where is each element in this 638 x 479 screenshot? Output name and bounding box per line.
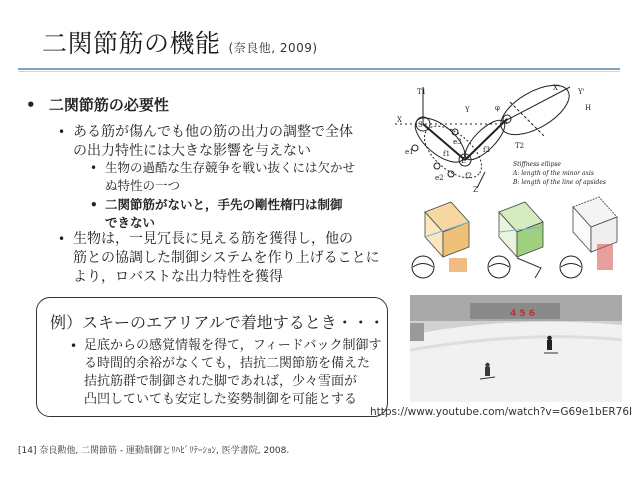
title-citation: (奈良他, 2009) (228, 41, 318, 55)
bullet-dot: • (58, 232, 66, 246)
label-e3: e3 (453, 138, 462, 146)
snow-slope (410, 322, 622, 402)
label-phi: φ (495, 104, 500, 112)
bullet-level3 (92, 159, 355, 195)
label-yp: Y' (578, 88, 585, 96)
label-t2: T2 (515, 142, 525, 150)
bullet-text: 二関節筋の必要性 (48, 96, 169, 114)
bullet-level3-bold (92, 196, 343, 232)
example-line: 凸凹していても安定した姿勢制御を可能とする (84, 392, 358, 407)
muscle-node (434, 163, 440, 169)
label-xp: X' (553, 84, 560, 92)
title-rule-shadow (18, 71, 620, 72)
label-f2: f2 (465, 172, 473, 180)
bullet-level2 (60, 230, 380, 287)
bullet-line: 生物は，一見冗長に見える筋を獲得し，他の (73, 231, 353, 247)
label-y: Y (465, 106, 470, 114)
bullet-line: 二関節筋がないと，手先の剛性楕円は制御 (105, 197, 343, 212)
legend-line1: A: length of the minor axis (513, 170, 594, 177)
ellipse-axis (503, 87, 570, 122)
robot-green (488, 202, 543, 278)
label-x: X (397, 116, 402, 124)
bullet-dot: • (90, 161, 98, 175)
ellipse-minor-axis (510, 102, 545, 137)
label-f1: f1 (443, 150, 451, 158)
label-f3: f3 (483, 146, 491, 154)
bullet-level1 (26, 95, 169, 115)
robot-orange (412, 202, 469, 278)
bullet-dot: • (70, 339, 78, 353)
muscle-node (448, 171, 454, 177)
example-line: る時間的余裕がなくても，拮抗二関節筋を備えた (84, 356, 371, 371)
label-z: Z (473, 186, 478, 194)
stiffness-ellipse (493, 82, 577, 145)
bullet-line: ある筋が傷んでも他の筋の出力の調整で全体 (73, 124, 353, 140)
bullet-dot: • (26, 96, 36, 114)
example-title: 例）スキーのエアリアルで着地するとき・・・ (50, 313, 385, 332)
bullet-dot: • (90, 198, 98, 212)
bullet-line: の出力特性には大きな影響を与えない (73, 143, 311, 159)
bullet-line: ぬ特性の一つ (105, 178, 181, 193)
stiffness-diagram (395, 82, 635, 292)
label-e2: e2 (435, 174, 444, 182)
label-e: E (461, 157, 467, 165)
title-rule (18, 68, 620, 70)
bullet-line: 筋との協調した制御システムを作り上げることに (73, 250, 380, 266)
example-line: 拮抗筋群で制御された脚であれば，少々雪面が (84, 374, 358, 389)
bullet-line: できない (105, 215, 156, 230)
title-text: 二関節筋の機能 (42, 29, 221, 58)
robot-white (560, 197, 617, 278)
slide-title (42, 24, 318, 60)
reference-footer: [14] 奈良勲他, 二関節筋 - 運動制御とﾘﾊﾋﾞﾘﾃｰｼｮﾝ, 医学書院, 2008. (18, 446, 290, 456)
video-url[interactable]: https://www.youtube.com/watch?v=G69e1bER76I (370, 406, 633, 418)
legend-title: Stiffness ellipse (513, 161, 561, 168)
bullet-dot: • (58, 125, 66, 139)
bullet-level2 (60, 123, 353, 161)
label-e1: e1 (405, 148, 414, 156)
example-body (70, 337, 382, 409)
example-line: 足底からの感覚情報を得て，フィードバック制御す (84, 338, 382, 353)
label-t1: T1 (417, 88, 427, 96)
label-s: S (418, 121, 423, 129)
legend-line2: B: length of the line of apsides (513, 179, 606, 186)
bullet-line: より，ロバストな出力特性を獲得 (73, 269, 283, 285)
ski-photo (410, 295, 622, 402)
bullet-line: 生物の過酷な生存競争を戦い抜くには欠かせ (105, 160, 356, 175)
board-number: 4 5 6 (510, 309, 536, 319)
label-h: H (585, 104, 592, 112)
label-f: f (505, 118, 508, 126)
